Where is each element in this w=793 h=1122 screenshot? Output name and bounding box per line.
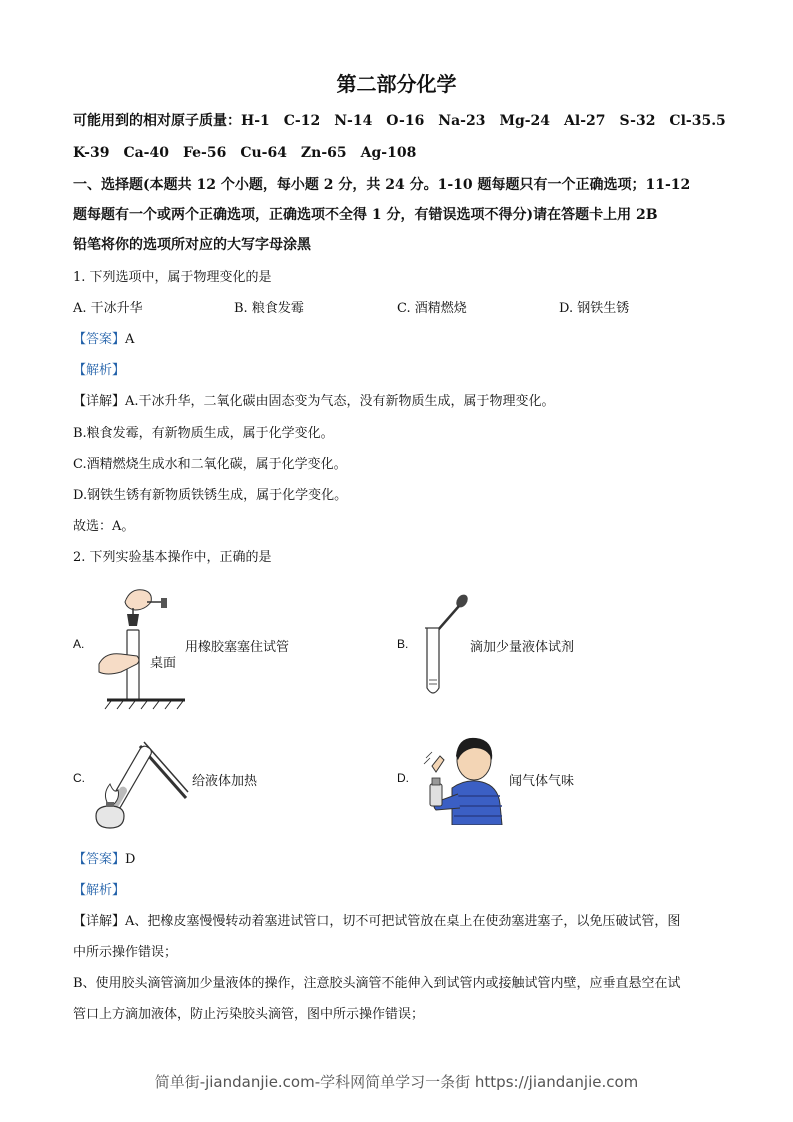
q2-detail-b-line-1: B、使用胶头滴管滴加少量液体的操作，注意胶头滴管不能伸入到试管内或接触试管内壁，应垂直悬空在试 (73, 976, 681, 991)
q2-fig-c-letter: C. (73, 771, 85, 785)
fig-c-heating-illustration (88, 732, 193, 832)
section-heading-line-3: 铅笔将你的选项所对应的大写字母涂黑 (73, 237, 311, 253)
q2-fig-a-caption: 用橡胶塞塞住试管 (185, 640, 290, 655)
q1-detail: 【详解】A.干冰升华，二氧化碳由固态变为气态，没有新物质生成，属于物理变化。 (73, 394, 555, 409)
fig-a-table-label: 桌面 (150, 656, 177, 671)
q1-detail-d: D.钢铁生锈有新物质铁锈生成，属于化学变化。 (73, 488, 348, 503)
q1-detail-c: C.酒精燃烧生成水和二氧化碳，属于化学变化。 (73, 457, 347, 472)
q1-detail-b: B.粮食发霉，有新物质生成，属于化学变化。 (73, 426, 334, 441)
q2-fig-d-caption: 闻气体气味 (509, 774, 575, 789)
q2-detail-line-1: 【详解】A、把橡皮塞慢慢转动着塞进试管口，切不可把试管放在桌上在使劲塞进塞子，以免压破试管，图 (73, 914, 681, 929)
section-heading-line-1: 一、选择题(本题共 12 个小题，每小题 2 分，共 24 分。1-10 题每题只有一个正确选项；11-12 (73, 177, 691, 193)
fig-b-dropper-illustration (415, 592, 475, 702)
q1-answer-value: A (125, 332, 135, 347)
q2-fig-a-letter: A. (73, 637, 85, 651)
q2-answer-tag: 【答案】 (73, 852, 126, 867)
q1-analysis-tag: 【解析】 (73, 363, 126, 378)
atomic-mass-line-1: 可能用到的相对原子质量：H-1 C-12 N-14 O-16 Na-23 Mg-24 Al-27 S-32 Cl-35.5 (73, 113, 726, 129)
fig-a-stopper-illustration (95, 580, 185, 710)
q1-option-a: A. 干冰升华 (73, 301, 143, 316)
q1-answer (73, 328, 134, 347)
q2-fig-d-letter: D. (397, 771, 409, 785)
q1-answer-tag: 【答案】 (73, 332, 126, 347)
q2-analysis-tag: 【解析】 (73, 883, 126, 898)
q1-stem: 1. 下列选项中，属于物理变化的是 (73, 270, 272, 285)
q2-detail-line-2: 中所示操作错误； (73, 945, 178, 960)
page-title: 第二部分化学 (336, 72, 457, 96)
q2-stem: 2. 下列实验基本操作中，正确的是 (73, 550, 272, 565)
q2-fig-b-caption: 滴加少量液体试剂 (470, 640, 575, 655)
q1-option-b: B. 粮食发霉 (234, 301, 304, 316)
fig-d-smelling-illustration (418, 730, 508, 825)
q2-detail-b-line-2: 管口上方滴加液体，防止污染胶头滴管，图中所示操作错误； (73, 1007, 425, 1022)
atomic-mass-line-2: K-39 Ca-40 Fe-56 Cu-64 Zn-65 Ag-108 (73, 145, 417, 161)
q2-answer-value: D (125, 852, 136, 867)
section-heading-line-2: 题每题有一个或两个正确选项，正确选项不全得 1 分，有错误选项不得分)请在答题卡上用 2B (73, 207, 658, 223)
q1-option-d: D. 钢铁生锈 (559, 301, 630, 316)
q1-conclusion: 故选：A。 (73, 519, 135, 534)
q2-fig-c-caption: 给液体加热 (192, 774, 258, 789)
page-footer-watermark: 简单街-jiandanjie.com-学科网简单学习一条街 https://jiandanjie.com (154, 1073, 639, 1091)
q2-answer (73, 848, 135, 867)
q1-option-c: C. 酒精燃烧 (397, 301, 467, 316)
q2-fig-b-letter: B. (397, 637, 409, 651)
